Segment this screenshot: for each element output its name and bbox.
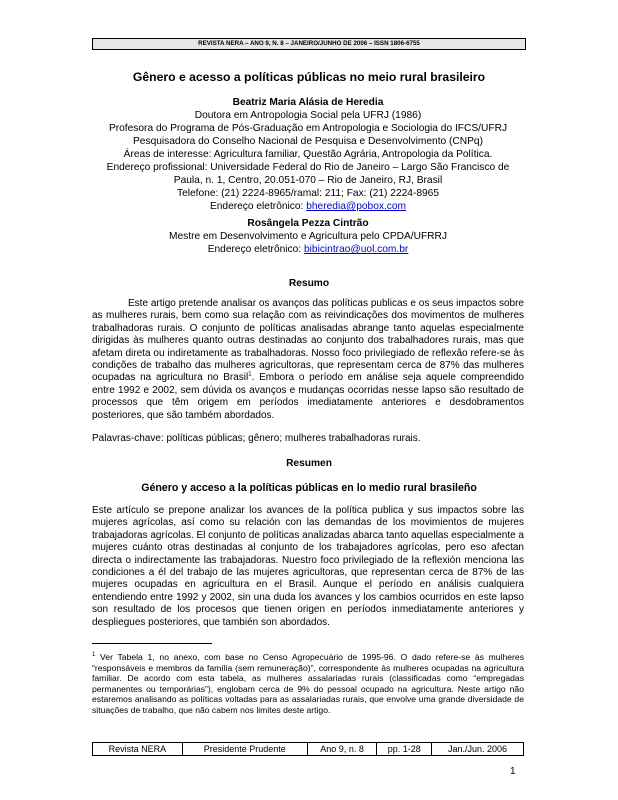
article-title: Gênero e acesso a políticas públicas no meio rural brasileiro <box>132 70 486 84</box>
keywords: Palavras-chave: políticas públicas; gênero; mulheres trabalhadoras rurais. <box>92 433 421 444</box>
footnote-ref[interactable]: 1 <box>248 372 252 379</box>
author2-line: Mestre em Desenvolvimento e Agricultura pelo CPDA/UFRRJ <box>169 231 447 242</box>
author1-name: Beatriz Maria Alásia de Heredia <box>232 97 384 108</box>
resumen-text: Este artículo se prepone analizar los avances de la política publica y sus impactos sobre las mujeres agrícolas, así como su relación con las demandas de los movimientos de mujeres trabajadoras agrícolas. El conjunto de políticas analizadas abarca tanto aquellas especialmente a mujeres cuánto otras destinadas al conjunto de los trabajadores agrícolas, pero eso afectan directa o indirectamente las trabajadoras. Nuestro foco privilegiado de la reflexión menciona las condiciones a él del trabajo de las mujeres agricultoras, que representan cerca de 87% de las mujeres ocupadas en agricultura en el Brasil. Aunque el período en análisis cualquiera entendiendo entre 1992 y 2002, sin una duda los avances y los cambios ocurridos en este lapso son resultado de los procesos que tienen origen en períodos inmediatamente anteriores y despliegues posteriores, que también son abordados. <box>92 505 524 628</box>
author1-line: Áreas de interesse: Agricultura familiar, Questão Agrária, Antropologia da Política. <box>123 149 493 160</box>
footer-date: Jan./Jun. 2006 <box>432 743 524 756</box>
footer-city: Presidente Prudente <box>182 743 307 756</box>
author2-email-link[interactable]: bibicintrao@uol.com.br <box>303 244 409 255</box>
footnote-divider <box>92 643 212 644</box>
footer-table <box>92 742 524 756</box>
footnote <box>92 652 524 716</box>
author2-block <box>92 217 524 256</box>
author2-email-line <box>92 243 524 256</box>
resumo-paragraph <box>92 298 524 422</box>
author1-email-line <box>92 200 524 213</box>
email-label: Endereço eletrônico: <box>209 201 307 212</box>
author1-block <box>92 96 524 213</box>
footnote-text: Ver Tabela 1, no anexo, com base no Censo Agropecuário de 1995-96. O dado refere-se às mulheres “responsáveis e membros da família (sem remuneração)”, correspondente às mulheres ocupadas na agricultura familiar. De acordo com esta tabela, as mulheres assalariadas rurais (classificadas como “empregadas permanentes ou temporárias”), englobam cerca de 9% do pessoal ocupado na agricultura. Neste artigo não estaremos analisando as políticas voltadas para as assalariadas rurais, que envolve uma grande diversidade de situações de trabalho, que não cabem nos limites deste artigo. <box>92 652 524 715</box>
author1-line: Endereço profissional: Universidade Federal do Rio de Janeiro – Largo São Francisco de <box>106 162 510 173</box>
footer-pages: pp. 1-28 <box>377 743 432 756</box>
journal-header: REVISTA NERA – ANO 9, N. 8 – JANEIRO/JUNHO DE 2006 – ISSN 1806-6755 <box>92 38 526 50</box>
footer-journal: Revista NERA <box>93 743 183 756</box>
author1-line: Profesora do Programa de Pós-Graduação em Antropologia e Sociologia do IFCS/UFRJ <box>108 123 508 134</box>
resumen-paragraph <box>92 505 524 629</box>
author1-line: Paula, n. 1, Centro, 20.051-070 – Rio de Janeiro, RJ, Brasil <box>173 175 443 186</box>
author1-line: Doutora em Antropologia Social pela UFRJ (1986) <box>194 110 422 121</box>
footnote-mark: 1 <box>92 652 96 659</box>
author1-email-link[interactable]: bheredia@pobox.com <box>306 201 407 212</box>
resumo-text-cont: . Embora o período em análise seja aquele compreendido entre 1992 e 2002, sem dúvida os avanços e mudanças ocorridas nesse lapso são resultado de processos que têm origem em períodos imediatamente anteriores e desdobramentos posteriores, que são também abordados. <box>92 372 524 421</box>
footer-row <box>93 743 524 756</box>
author1-line: Telefone: (21) 2224-8965/ramal: 211; Fax: (21) 2224-8965 <box>176 188 440 199</box>
footer-issue: Ano 9, n. 8 <box>307 743 377 756</box>
resumen-heading: Resumen <box>286 458 332 469</box>
resumo-heading: Resumo <box>288 278 330 289</box>
email-label: Endereço eletrônico: <box>207 244 304 255</box>
resumen-title: Género y acceso a la políticas públicas en lo medio rural brasileño <box>141 482 477 494</box>
page-number: 1 <box>510 766 516 777</box>
author1-line: Pesquisadora do Conselho Nacional de Pesquisa e Desenvolvimento (CNPq) <box>133 136 483 147</box>
resumo-text: Este artigo pretende analisar os avanços das políticas publicas e os seus impactos sobre as mulheres rurais, bem como sua relação com as reivindicações dos movimentos de mulheres trabalhadoras rurais. O conjunto de políticas analisadas abrange tanto aquelas especialmente dirigidas às mulheres quanto outras destinadas ao conjunto dos trabalhadores rurais, mas que afetam direta ou indiretamente as trabalhadoras. Nosso foco privilegiado de reflexão refere-se às condições de trabalho das mulheres agricultoras, que representam cerca de 87% das mulheres ocupadas na agricultura no Brasil <box>92 298 524 384</box>
author2-name: Rosângela Pezza Cintrão <box>247 218 369 229</box>
